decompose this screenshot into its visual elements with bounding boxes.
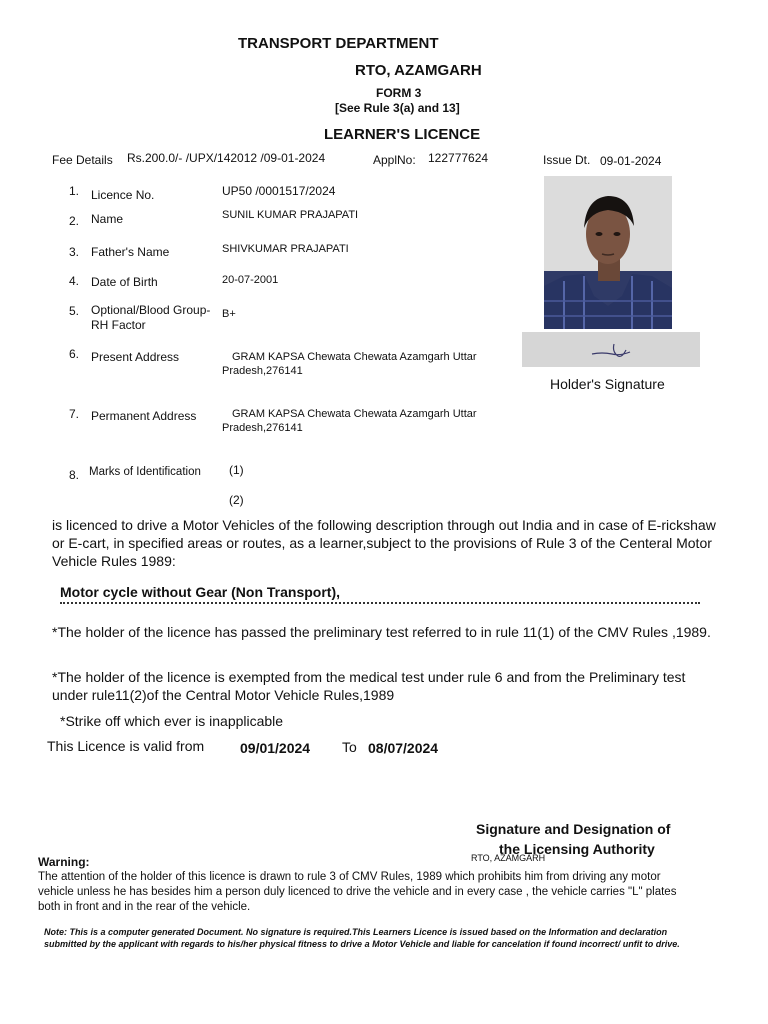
field-num: 2. xyxy=(69,214,80,228)
holder-signature-label: Holder's Signature xyxy=(550,376,665,392)
field-value-dob: 20-07-2001 xyxy=(222,274,279,286)
field-value-mark-1: (1) xyxy=(229,463,244,477)
field-value-licence-no: UP50 /0001517/2024 xyxy=(222,184,336,198)
form-rule: [See Rule 3(a) and 13] xyxy=(335,101,460,115)
valid-to: 08/07/2024 xyxy=(368,740,439,756)
field-num: 5. xyxy=(69,304,80,318)
field-num: 4. xyxy=(69,274,80,288)
field-label-dob: Date of Birth xyxy=(91,275,158,289)
vehicle-class: Motor cycle without Gear (Non Transport), xyxy=(60,584,341,600)
department-title: TRANSPORT DEPARTMENT xyxy=(238,35,439,52)
computer-generated-note: Note: This is a computer generated Document. No signature is required.This Learners Licence is issued based on the Information and declaration submitted by the applicant with regards to his/her physical fitness to drive a Motor Vehicle and liable for cancelation if found incorrect/ unfit to drive. xyxy=(44,927,680,949)
field-num: 6. xyxy=(69,347,80,361)
preliminary-test-note: *The holder of the licence has passed the preliminary test referred to in rule 11(1) of the CMV Rules ,1989. xyxy=(52,624,711,640)
field-value-present-address-line2: Pradesh,276141 xyxy=(222,365,303,377)
field-value-present-address-line1: GRAM KAPSA Chewata Chewata Azamgarh Uttar xyxy=(232,351,477,363)
field-label-blood: Optional/Blood Group- xyxy=(91,303,211,317)
field-value-mark-2: (2) xyxy=(229,493,244,507)
holder-signature-image xyxy=(522,332,700,367)
field-value-permanent-address-line2: Pradesh,276141 xyxy=(222,422,303,434)
field-num: 3. xyxy=(69,245,80,259)
field-label-present-address: Present Address xyxy=(91,350,180,364)
field-value-permanent-address-line1: GRAM KAPSA Chewata Chewata Azamgarh Uttar xyxy=(232,408,477,420)
field-value-father: SHIVKUMAR PRAJAPATI xyxy=(222,243,349,255)
field-value-name: SUNIL KUMAR PRAJAPATI xyxy=(222,209,359,221)
rto-title: RTO, AZAMGARH xyxy=(355,62,482,79)
field-value-blood: B+ xyxy=(222,308,236,320)
valid-to-label: To xyxy=(342,739,357,755)
fee-label: Fee Details xyxy=(52,153,113,167)
field-label-father: Father's Name xyxy=(91,245,170,259)
fee-value: Rs.200.0/- /UPX/142012 /09-01-2024 xyxy=(127,151,326,165)
warning-title: Warning: xyxy=(38,855,90,869)
licence-description: is licenced to drive a Motor Vehicles of the following description through out India and in case of E-rickshaw or E-cart, in specified areas or routes, as a learner,subject to the provisions of Rule 3 of the Centeral Motor Vehicle Rules 1989: xyxy=(52,517,716,569)
field-label-name: Name xyxy=(91,212,124,226)
field-num: 8. xyxy=(69,468,80,482)
valid-from: 09/01/2024 xyxy=(240,740,311,756)
field-label-permanent-address: Permanent Address xyxy=(91,409,197,423)
field-num: 1. xyxy=(69,184,80,198)
appl-label: ApplNo: xyxy=(373,153,416,167)
vehicle-class-underline xyxy=(60,602,700,604)
authority-line-2: the Licensing Authority xyxy=(499,841,655,857)
authority-rto: RTO, AZAMGARH xyxy=(471,853,546,863)
appl-value: 122777624 xyxy=(428,151,489,165)
medical-exemption-note: *The holder of the licence is exempted from the medical test under rule 6 and from the Preliminary test under rule11(2)of the Central Motor Vehicle Rules,1989 xyxy=(52,669,686,703)
holder-photo xyxy=(544,176,672,329)
field-num: 7. xyxy=(69,407,80,421)
form-number: FORM 3 xyxy=(376,86,422,100)
validity-label: This Licence is valid from xyxy=(47,738,205,754)
strike-off-note: *Strike off which ever is inapplicable xyxy=(60,713,284,729)
issue-label: Issue Dt. xyxy=(543,153,591,167)
authority-line-1: Signature and Designation of xyxy=(476,821,671,837)
field-label-rh: RH Factor xyxy=(91,318,146,332)
warning-text: The attention of the holder of this licence is drawn to rule 3 of CMV Rules, 1989 which prohibits him from driving any motor vehicle unless he has besides him a person duly licenced to drive the vehicle and in every case , the vehicle carries "L" plates both in front and in the rear of the vehicle. xyxy=(38,871,677,913)
licence-title: LEARNER'S LICENCE xyxy=(324,126,481,143)
field-label-marks: Marks of Identification xyxy=(89,466,201,478)
issue-value: 09-01-2024 xyxy=(600,154,662,168)
field-label-licence-no: Licence No. xyxy=(91,188,155,202)
